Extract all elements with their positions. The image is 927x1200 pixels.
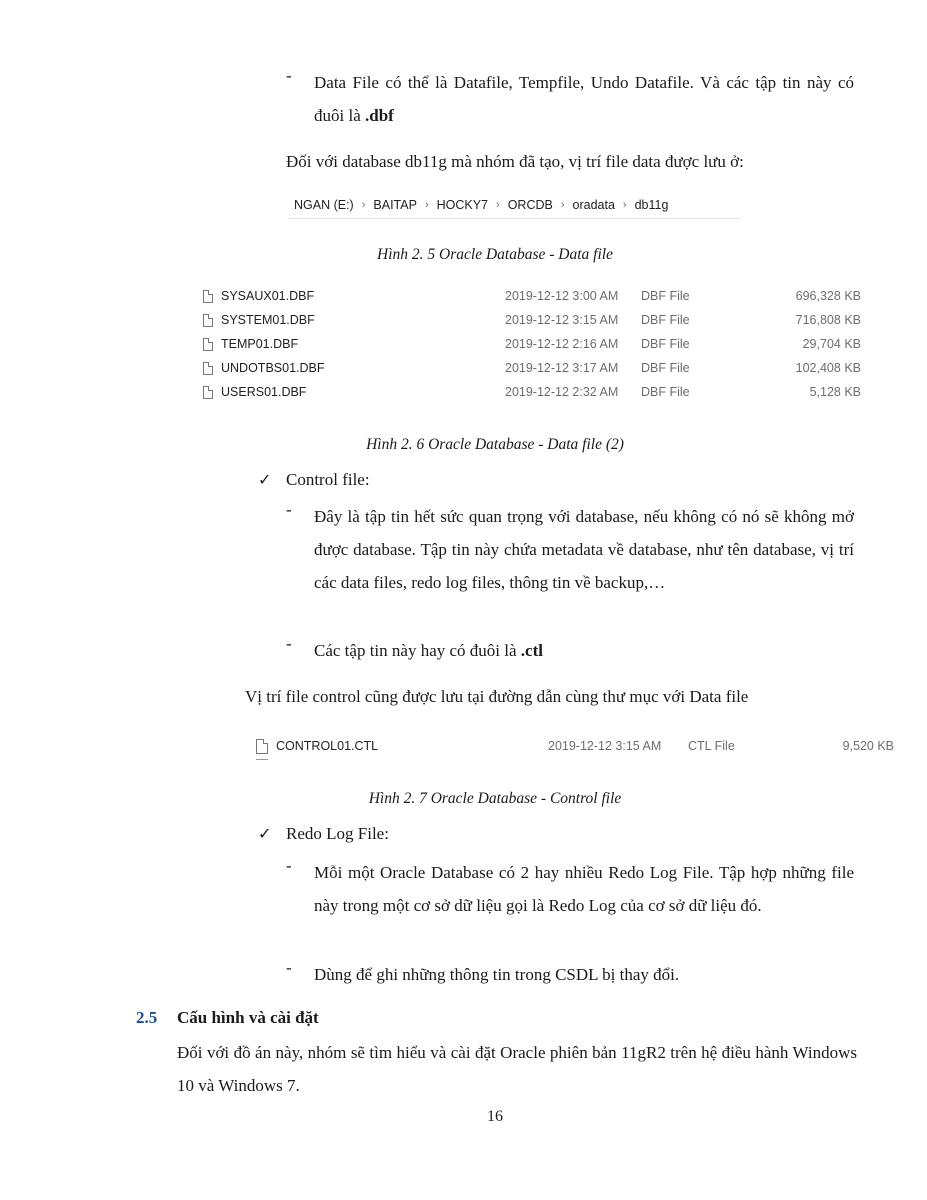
file-row[interactable] [203,380,863,404]
breadcrumb-item-orcdb[interactable]: ORCDB [507,198,553,212]
section-number: 2.5 [136,1008,158,1027]
section-body: Đối với đồ án này, nhóm sẽ tìm hiểu và cài đặt Oracle phiên bản 11gR2 trên hệ điều hành Windows 10 và Windows 7. [177,1043,857,1095]
file-icon [203,386,213,399]
file-icon [203,338,213,351]
control-file-location: Vị trí file control cũng được lưu tại đường dẫn cùng thư mục với Data file [245,687,749,706]
divider [256,759,268,760]
breadcrumb-separator: › [560,199,565,211]
control-file-bullet-2 [314,634,854,667]
file-name: UNDOTBS01.DBF [221,361,325,375]
breadcrumb-separator: › [361,199,366,211]
file-type: DBF File [641,289,690,303]
file-name: TEMP01.DBF [221,337,299,351]
figure-caption-2-5: Hình 2. 5 Oracle Database - Data file [377,246,613,263]
control-file-bullet-2-text: Các tập tin này hay có đuôi là [314,641,521,660]
breadcrumb-item-drive[interactable]: NGAN (E:) [294,198,354,212]
file-type: DBF File [641,361,690,375]
dbf-extension: .dbf [365,106,394,125]
file-size: 9,520 KB [842,739,894,753]
file-icon [203,314,213,327]
bullet-dash: - [286,66,292,85]
control-file-list [256,734,906,764]
file-row[interactable] [203,356,863,380]
file-row[interactable] [256,734,898,758]
file-type: CTL File [688,739,735,753]
figure-caption-2-7: Hình 2. 7 Oracle Database - Control file [368,790,622,807]
breadcrumb-separator: › [496,199,500,211]
file-type: DBF File [641,313,690,327]
section-title: Cấu hình và cài đặt [177,1008,319,1027]
control-file-heading: Control file: [286,470,370,489]
checkmark-icon: ✓ [258,470,272,489]
file-date: 2019-12-12 3:15 AM [505,313,619,327]
file-date: 2019-12-12 2:32 AM [505,385,619,399]
breadcrumb-item-oradata[interactable]: oradata [572,198,615,212]
redo-log-bullet-1: Mỗi một Oracle Database có 2 hay nhiều Redo Log File. Tập hợp những file này trong một cơ sở dữ liệu gọi là Redo Log của cơ sở dữ liệu đó. [314,863,854,915]
breadcrumb-item-hocky7[interactable]: HOCKY7 [436,198,489,212]
file-date: 2019-12-12 3:17 AM [505,361,619,375]
bullet-dash: - [286,500,292,519]
file-icon [203,290,213,303]
file-size: 102,408 KB [795,361,861,375]
file-size: 29,704 KB [802,337,861,351]
file-name: CONTROL01.CTL [276,739,379,753]
bullet-dash: - [286,634,292,653]
path-intro: Đối với database db11g mà nhóm đã tạo, vị trí file data được lưu ở: [286,152,744,171]
file-size: 5,128 KB [809,385,861,399]
control-file-bullet-1: Đây là tập tin hết sức quan trọng với database, nếu không có nó sẽ không mở được database. Tập tin này chứa metadata về database, như tên database, vị trí các data files, redo log files, thông tin về backup,… [314,507,854,592]
breadcrumb-item-db11g[interactable]: db11g [634,198,669,212]
file-icon [203,362,213,375]
file-type: DBF File [641,385,690,399]
bullet-dash: - [286,856,292,875]
file-name: SYSTEM01.DBF [221,313,315,327]
checkmark-icon: ✓ [258,824,272,843]
file-size: 716,808 KB [795,313,861,327]
ctl-extension: .ctl [520,641,543,660]
data-file-list [203,284,863,406]
breadcrumb-separator: › [622,199,627,211]
file-name: USERS01.DBF [221,385,307,399]
file-date: 2019-12-12 3:00 AM [505,289,619,303]
file-size: 696,328 KB [795,289,861,303]
figure-caption-2-6: Hình 2. 6 Oracle Database - Data file (2) [366,436,624,453]
data-file-bullet-text: Data File có thể là Datafile, Tempfile, Undo Datafile. Và các tập tin này có đuôi là [314,73,854,125]
file-row[interactable] [203,332,863,356]
breadcrumb-item-baitap[interactable]: BAITAP [373,198,417,212]
file-icon [256,739,268,754]
bullet-dash: - [286,958,292,977]
file-row[interactable] [203,308,863,332]
file-date: 2019-12-12 2:16 AM [505,337,619,351]
data-file-bullet [314,66,854,132]
redo-log-heading: Redo Log File: [286,824,389,843]
breadcrumb-separator: › [424,199,429,211]
file-date: 2019-12-12 3:15 AM [548,739,662,753]
file-row[interactable] [203,284,863,308]
page-number: 16 [487,1108,503,1125]
redo-log-bullet-2: Dùng để ghi những thông tin trong CSDL bị thay đổi. [314,965,680,984]
file-type: DBF File [641,337,690,351]
breadcrumb [288,196,740,219]
file-name: SYSAUX01.DBF [221,289,315,303]
